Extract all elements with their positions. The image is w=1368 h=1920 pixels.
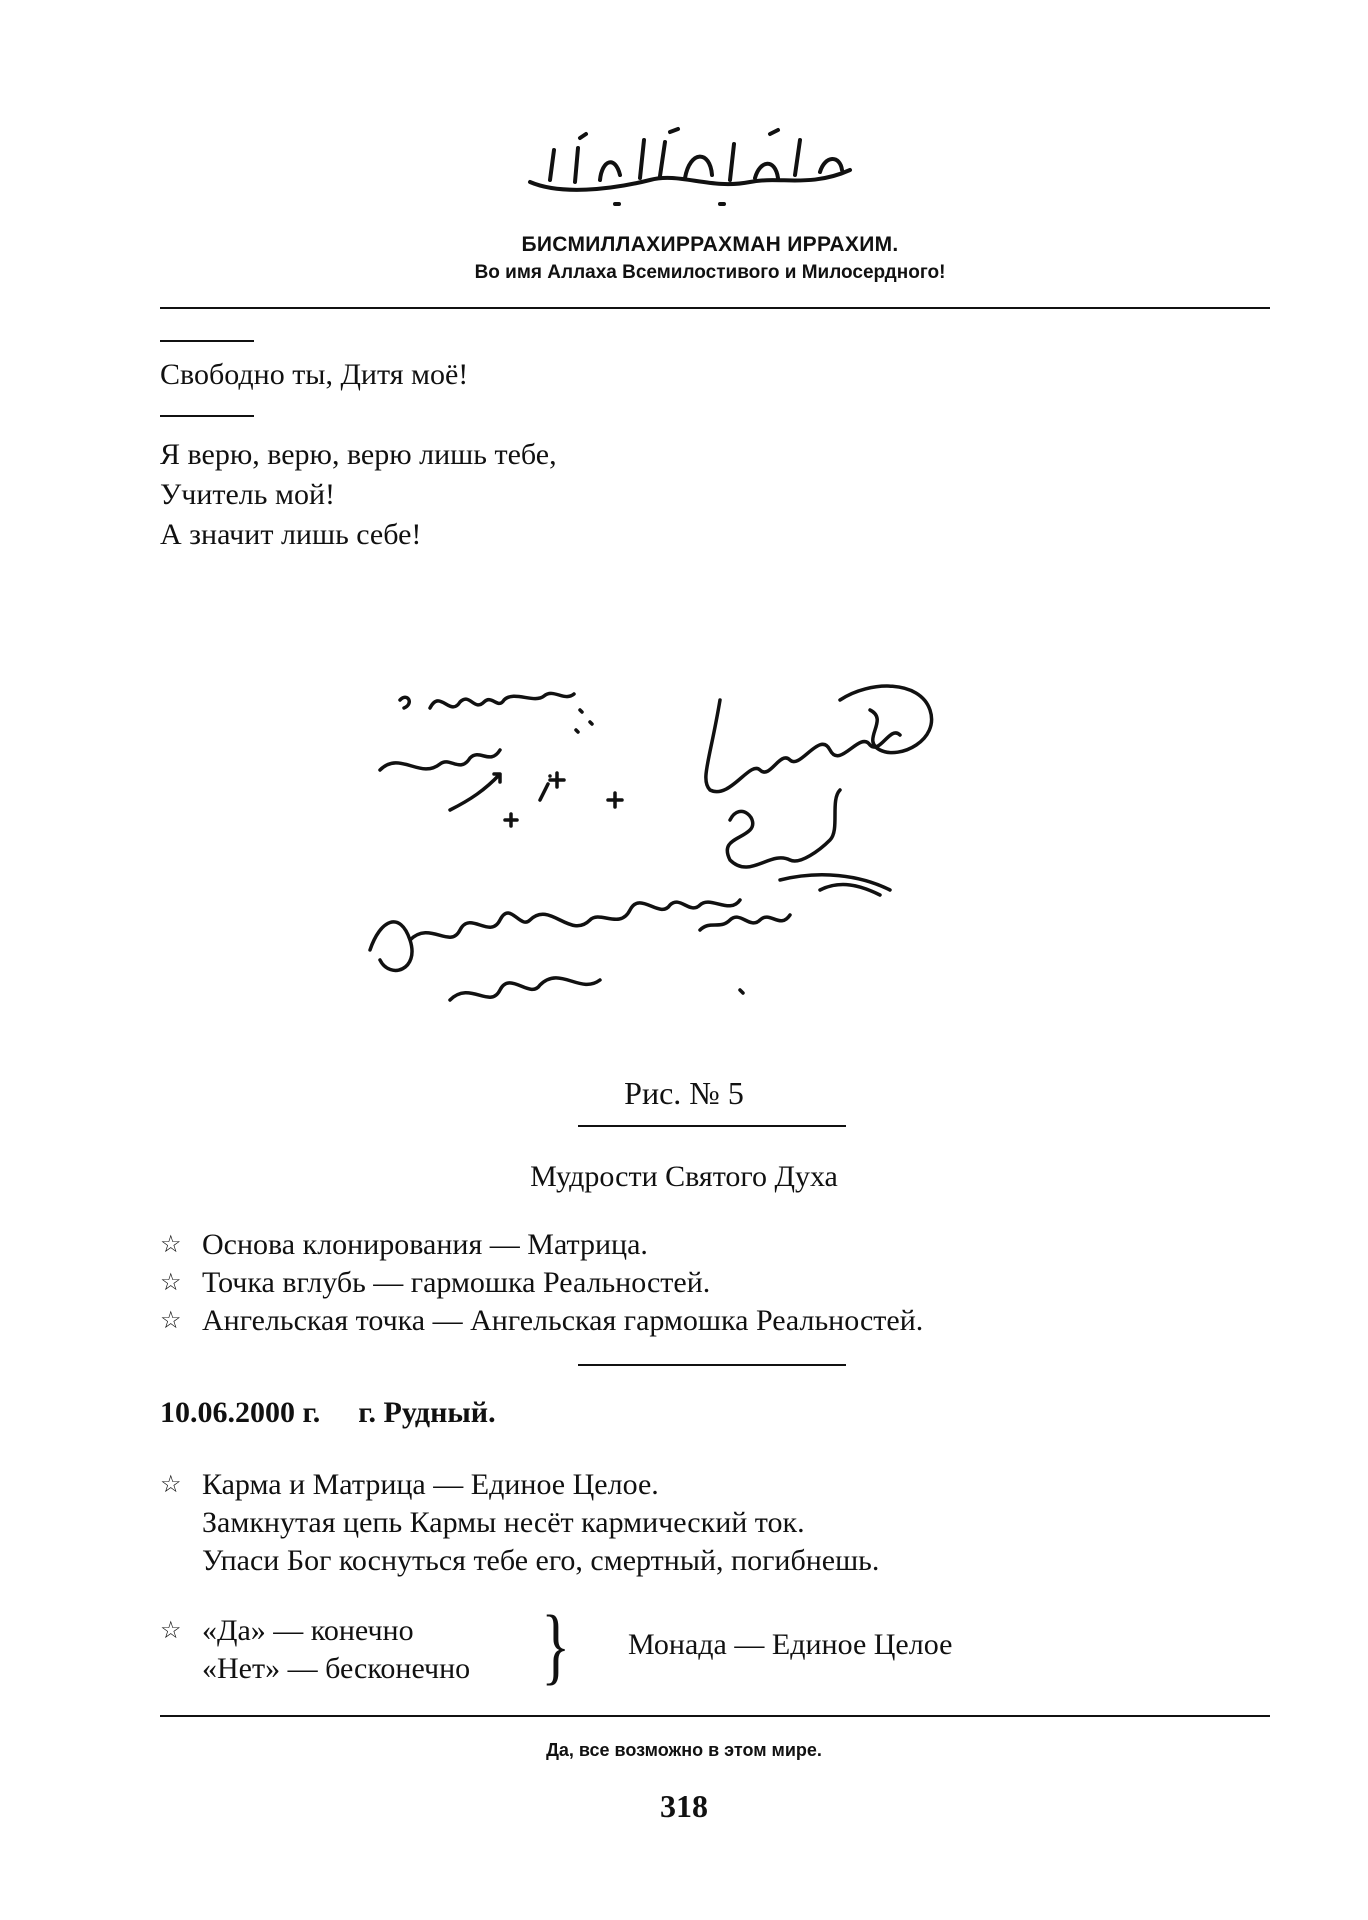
monada-text: Монада — Единое Целое: [628, 1628, 953, 1661]
wisdom-item-text: Основа клонирования — Матрица.: [202, 1228, 648, 1261]
yes-line: [160, 1612, 470, 1650]
transliteration-heading: БИСМИЛЛАХИРРАХМАН ИРРАХИМ.: [521, 233, 899, 256]
verse-line: А значит лишь себе!: [160, 518, 422, 551]
list-item: [160, 1264, 923, 1302]
short-rule: [160, 415, 254, 417]
verse-block: [160, 435, 557, 555]
verse-line: Учитель мой!: [160, 478, 335, 511]
no-line: «Нет» — бесконечно: [202, 1652, 471, 1685]
entry-place: г. Рудный.: [358, 1396, 496, 1429]
karma-line: Упаси Бог коснуться тебе его, смертный, погибнешь.: [202, 1544, 880, 1577]
short-rule: [160, 340, 254, 342]
footer-rule: [160, 1715, 1270, 1717]
caption-rule: [578, 1125, 846, 1127]
yes-no-block: [160, 1612, 470, 1688]
free-line: Свободно ты, Дитя моё!: [160, 358, 469, 391]
karma-block: [160, 1466, 879, 1580]
bismillah-calligraphy: [520, 120, 860, 210]
verse-line: Я верю, верю, верю лишь тебе,: [160, 438, 557, 471]
figure-caption: Рис. № 5: [624, 1075, 744, 1111]
translation-heading: Во имя Аллаха Всемилостивого и Милосердного!: [474, 262, 946, 283]
entry-date: 10.06.2000 г.: [160, 1396, 321, 1429]
handwritten-figure: [350, 680, 1090, 1040]
karma-line: [160, 1466, 879, 1504]
header-rule: [160, 307, 1270, 309]
karma-line: Замкнутая цепь Кармы несёт кармический ток.: [202, 1506, 805, 1539]
section-rule: [578, 1364, 846, 1366]
footer-tagline: Да, все возможно в этом мире.: [546, 1740, 822, 1760]
wisdom-list: [160, 1226, 923, 1340]
date-line: [160, 1396, 496, 1430]
list-item: [160, 1226, 923, 1264]
star-outline-icon: ☆: [160, 1472, 182, 1498]
karma-line-text: Карма и Матрица — Единое Целое.: [202, 1468, 659, 1501]
star-outline-icon: ☆: [160, 1232, 182, 1258]
star-outline-icon: ☆: [160, 1308, 182, 1334]
wisdom-title: Мудрости Святого Духа: [530, 1160, 838, 1193]
wisdom-item-text: Ангельская точка — Ангельская гармошка Реальностей.: [202, 1304, 924, 1337]
list-item: [160, 1302, 923, 1340]
star-outline-icon: ☆: [160, 1618, 182, 1644]
yes-text: «Да» — конечно: [202, 1614, 414, 1647]
wisdom-item-text: Точка вглубь — гармошка Реальностей.: [202, 1266, 711, 1299]
page-number: 318: [660, 1788, 708, 1824]
star-outline-icon: ☆: [160, 1270, 182, 1296]
curly-brace: }: [541, 1597, 571, 1693]
